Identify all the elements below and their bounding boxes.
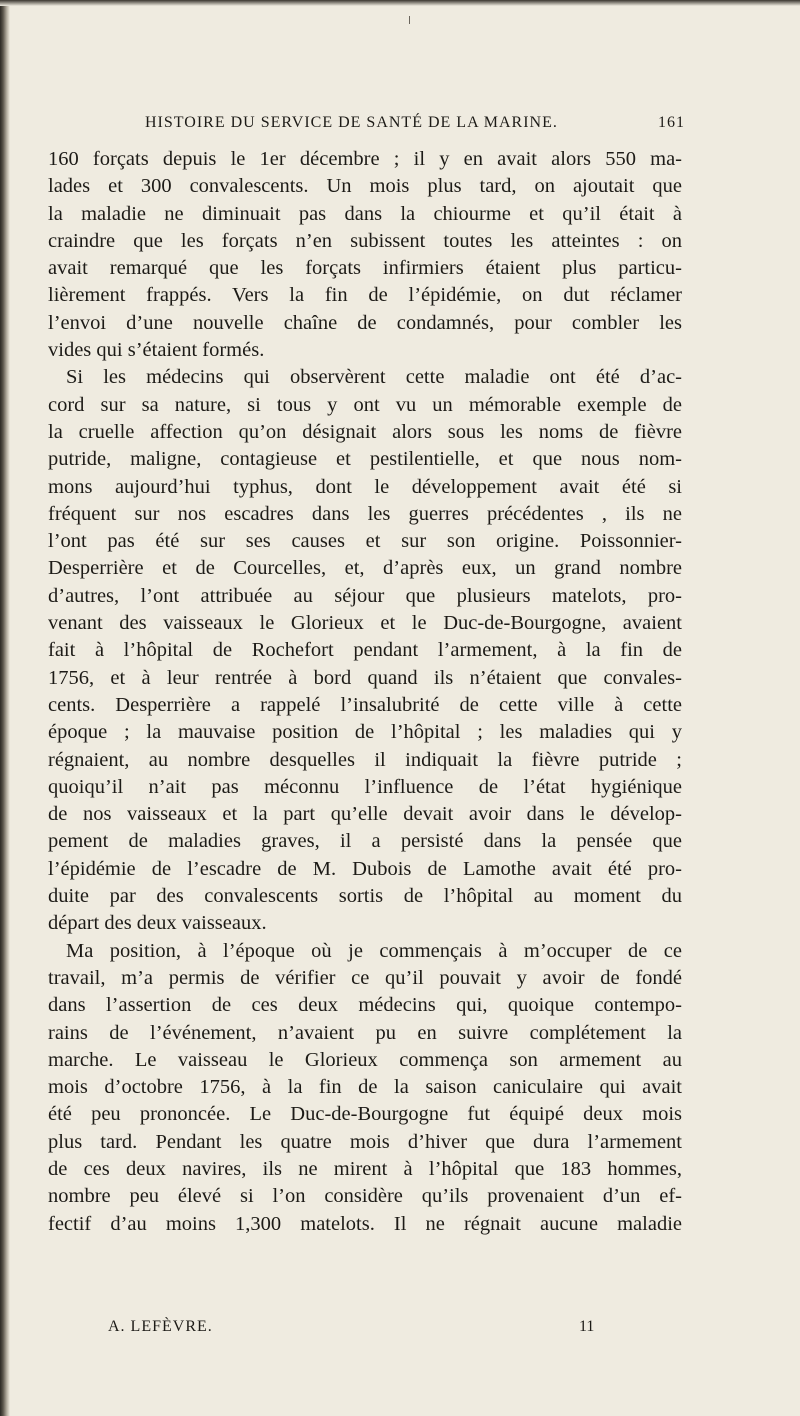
text-line: la maladie ne diminuait pas dans la chiourme et qu’il était à — [48, 202, 682, 225]
text-line: marche. Le vaisseau le Glorieux commença son armement au — [48, 1048, 682, 1071]
text-line: de nos vaisseaux et la part qu’elle devait avoir dans le dévelop- — [48, 803, 682, 826]
text-line: cents. Desperrière a rappelé l’insalubrité de cette ville à cette — [48, 693, 682, 716]
text-line: Si les médecins qui observèrent cette maladie ont été d’ac- — [66, 366, 682, 389]
text-line: mons aujourd’hui typhus, dont le développement avait été si — [48, 475, 682, 498]
text-line: vides qui s’étaient formés. — [48, 339, 265, 362]
text-line: lièrement frappés. Vers la fin de l’épidémie, on dut réclamer — [48, 284, 682, 307]
text-line: Desperrière et de Courcelles, et, d’après eux, un grand nombre — [48, 557, 682, 580]
page-footer — [48, 1318, 682, 1342]
text-line: l’envoi d’une nouvelle chaîne de condamnés, pour combler les — [48, 311, 682, 334]
page-number: 161 — [658, 114, 685, 131]
text-line: venant des vaisseaux le Glorieux et le Duc-de-Bourgogne, avaient — [48, 612, 682, 635]
page-top-edge — [0, 0, 800, 6]
text-line: travail, m’a permis de vérifier ce qu’il pouvait y avoir de fondé — [48, 966, 682, 989]
text-line: lades et 300 convalescents. Un mois plus tard, on ajoutait que — [48, 175, 682, 198]
text-line: plus tard. Pendant les quatre mois d’hiver que dura l’armement — [48, 1130, 682, 1153]
text-line: Ma position, à l’époque où je commençais à m’occuper de ce — [66, 939, 682, 962]
text-line: quoiqu’il n’ait pas méconnu l’influence de l’état hygiénique — [48, 775, 682, 798]
gathering-signature: 11 — [579, 1318, 595, 1335]
text-line: départ des deux vaisseaux. — [48, 912, 267, 935]
text-line: fectif d’au moins 1,300 matelots. Il ne régnait aucune maladie — [48, 1212, 682, 1235]
text-line: époque ; la mauvaise position de l’hôpital ; les maladies qui y — [48, 721, 682, 744]
text-line: craindre que les forçats n’en subissent toutes les atteintes : on — [48, 229, 682, 252]
page-binding-edge — [0, 0, 10, 1416]
text-line: été peu prononcée. Le Duc-de-Bourgogne fut équipé deux mois — [48, 1103, 682, 1126]
text-line: putride, maligne, contagieuse et pestilentielle, et que nous nom- — [48, 448, 682, 471]
text-line: duite par des convalescents sortis de l’hôpital au moment du — [48, 885, 682, 908]
running-title: HISTOIRE DU SERVICE DE SANTÉ DE LA MARINE. — [145, 114, 558, 131]
text-line: rains de l’événement, n’avaient pu en suivre complétement la — [48, 1021, 682, 1044]
text-line: nombre peu élevé si l’on considère qu’ils provenaient d’un ef- — [48, 1185, 682, 1208]
text-line: dans l’assertion de ces deux médecins qui, quoique contempo- — [48, 994, 682, 1017]
text-line: de ces deux navires, ils ne mirent à l’hôpital que 183 hommes, — [48, 1157, 682, 1180]
text-line: 160 forçats depuis le 1er décembre ; il y en avait alors 550 ma- — [48, 148, 682, 170]
text-line: fait à l’hôpital de Rochefort pendant l’armement, à la fin de — [48, 639, 682, 662]
print-mark — [409, 16, 410, 24]
text-line: cord sur sa nature, si tous y ont vu un mémorable exemple de — [48, 393, 682, 416]
text-line: l’épidémie de l’escadre de M. Dubois de Lamothe avait été pro- — [48, 857, 682, 880]
text-line: régnaient, au nombre desquelles il indiquait la fièvre putride ; — [48, 748, 682, 771]
text-line: 1756, et à leur rentrée à bord quand ils n’étaient que convales- — [48, 666, 682, 689]
body-text — [48, 146, 682, 1238]
text-line: fréquent sur nos escadres dans les guerres précédentes , ils ne — [48, 502, 682, 525]
text-line: d’autres, l’ont attribuée au séjour que plusieurs matelots, pro- — [48, 584, 682, 607]
text-line: avait remarqué que les forçats infirmiers étaient plus particu- — [48, 257, 682, 280]
text-line: pement de maladies graves, il a persisté dans la pensée que — [48, 830, 682, 853]
text-line: l’ont pas été sur ses causes et sur son origine. Poissonnier- — [48, 530, 682, 553]
text-line: mois d’octobre 1756, à la fin de la saison caniculaire qui avait — [48, 1076, 682, 1099]
text-line: la cruelle affection qu’on désignait alors sous les noms de fièvre — [48, 420, 682, 443]
running-header — [145, 114, 685, 138]
author-signature: A. LEFÈVRE. — [108, 1318, 213, 1335]
